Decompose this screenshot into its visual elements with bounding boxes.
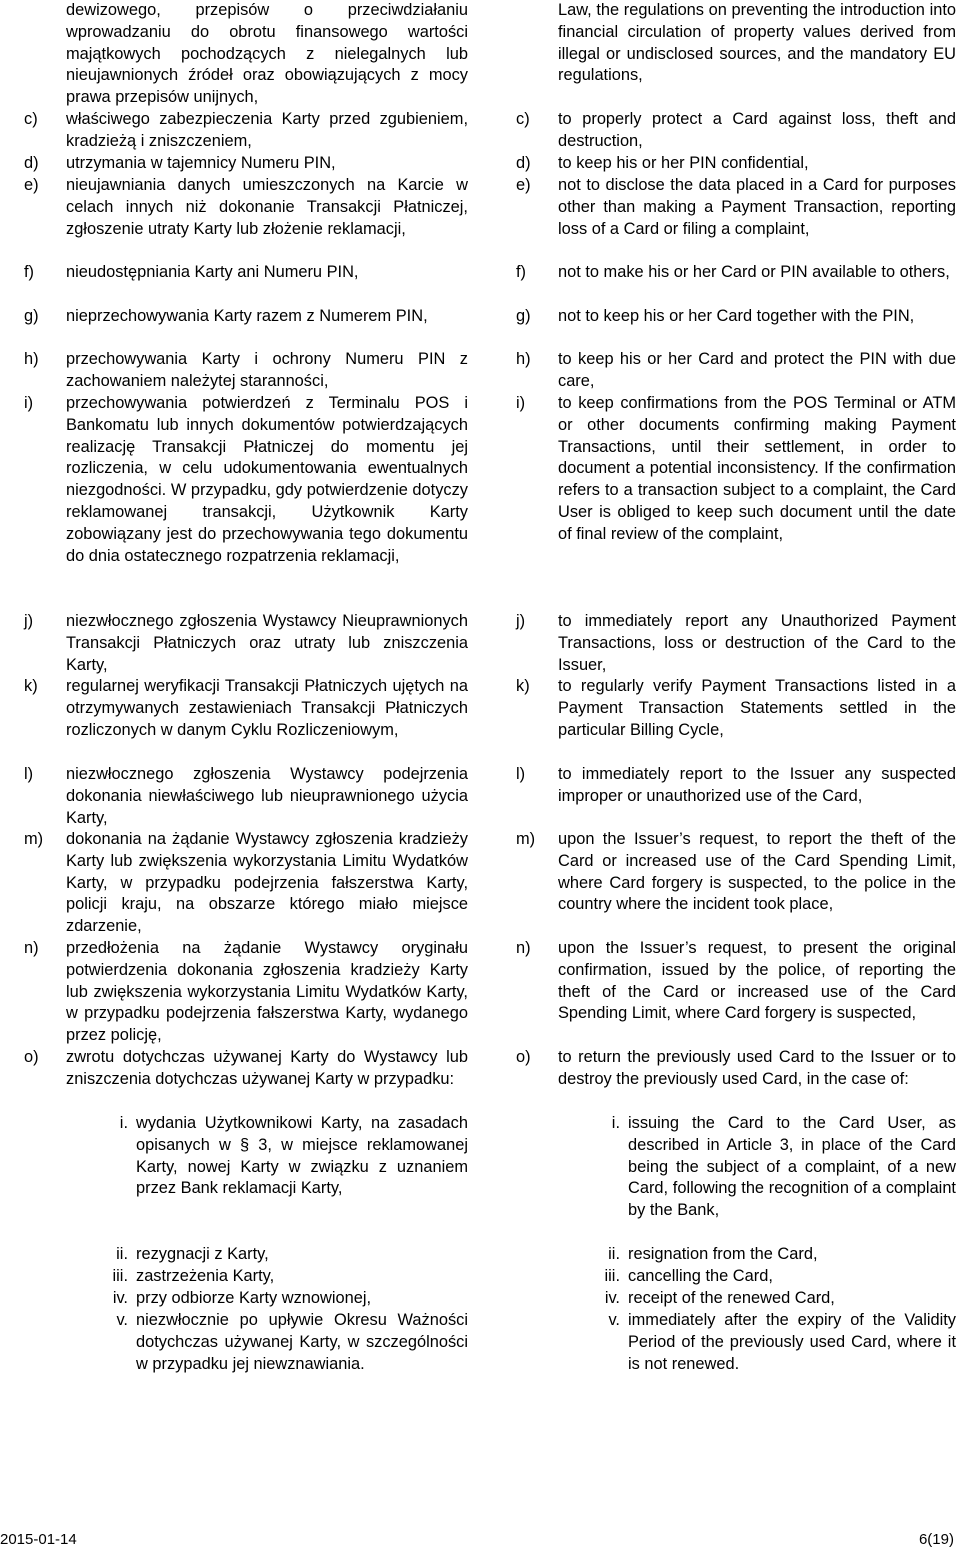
intro-text: dewizowego, przepisów o przeciwdziałaniu wprowadzaniu do obrotu finansowego wartości majątkowych pochodzących z nielegalnych lub nieujawnionych źródeł oraz obowiązujących z mocy prawa przepisów unijnych, <box>66 1 468 107</box>
footer-page-number: 6(19) <box>918 1531 954 1548</box>
footer-date: 2015-01-14 <box>0 1531 77 1548</box>
intro-text: Law, the regulations on preventing the introduction into financial circulation of property values derived from illegal or undisclosed sources, and the mandatory EU regulations, <box>558 1 956 85</box>
